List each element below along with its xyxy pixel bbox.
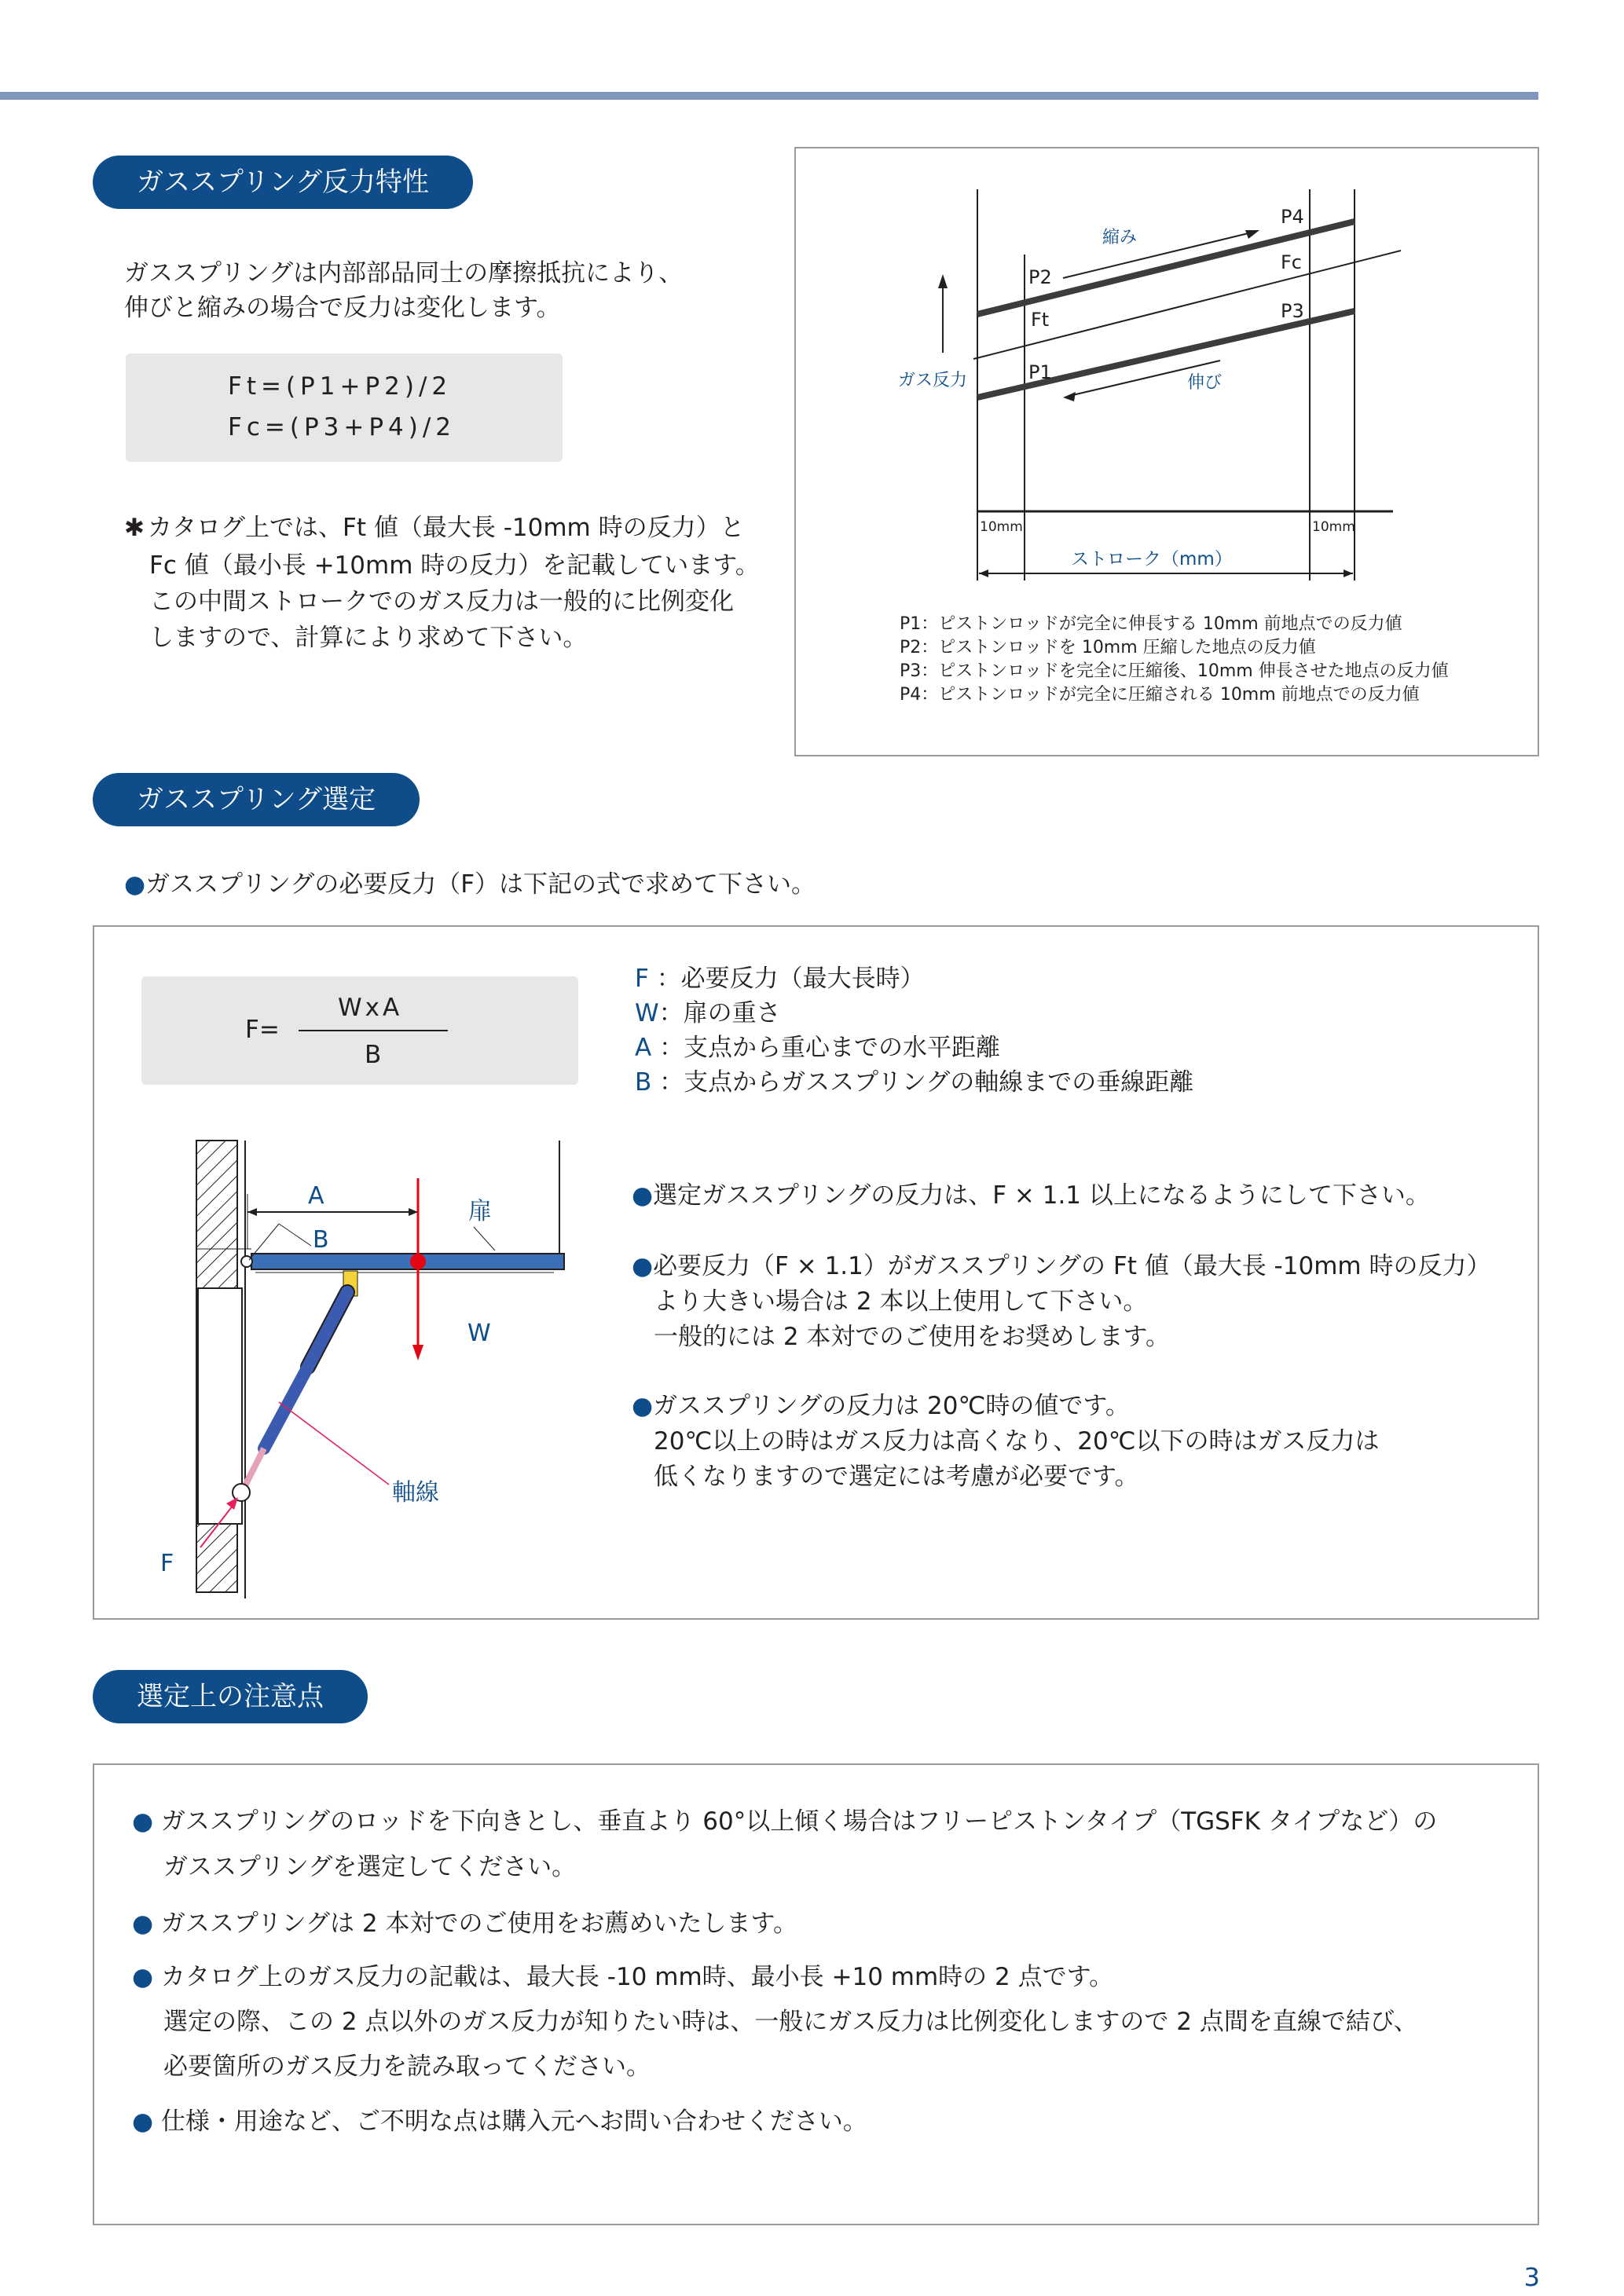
sel-bullet-1-line-1: 選定ガススプリングの反力は、F × 1.1 以上になるようにして下さい。 xyxy=(653,1181,1430,1210)
sel-bullet-2-line-1: 必要反力（F × 1.1）がガススプリングの Ft 値（最大長 -10mm 時の反力） xyxy=(653,1252,1491,1280)
section-title-selection: ガススプリング選定 xyxy=(93,773,420,826)
caution-3-line-1: カタログ上のガス反力の記載は、最大長 -10 mm時、最小長 +10 mm時の 2 点です。 xyxy=(160,1963,1114,1991)
def-w xyxy=(635,996,781,1031)
x-axis-label: ストローク（mm） xyxy=(1071,549,1233,569)
def-w-text: ：扉の重さ xyxy=(658,999,781,1027)
bullet-dot: ● xyxy=(632,1252,654,1280)
sel-bullet-3-line-2: 20℃以上の時はガス反力は高くなり、20℃以下の時はガス反力は xyxy=(654,1427,1380,1456)
caution-3-line-3: 必要箇所のガス反力を読み取ってください。 xyxy=(163,2052,651,2081)
sel-bullet-2 xyxy=(632,1249,1490,1283)
y-arrow-head xyxy=(938,274,948,288)
label-a: A xyxy=(308,1182,324,1210)
selection-frame xyxy=(93,925,1539,1620)
dim-a-arrow-right xyxy=(409,1208,418,1216)
sel-bullet-3-line-1: ガススプリングの反力は 20℃時の値です。 xyxy=(653,1392,1130,1420)
note-line-2: Fc 値（最小長 +10mm 時の反力）を記載しています。 xyxy=(149,551,760,580)
bullet-dot: ● xyxy=(632,1181,654,1210)
compress-arrow-head xyxy=(1245,230,1259,239)
selection-lead xyxy=(124,867,816,902)
sel-bullet-2-line-2: より大きい場合は 2 本以上使用して下さい。 xyxy=(654,1287,1148,1316)
caution-3-line-2: 選定の際、この 2 点以外のガス反力が知りたい時は、一般にガス反力は比例変化しますので 2 点間を直線で結び、 xyxy=(163,2008,1418,2036)
sel-bullet-3-line-3: 低くなりますので選定には考慮が必要です。 xyxy=(654,1463,1139,1491)
label-b: B xyxy=(313,1226,329,1254)
formula-numerator: WxA xyxy=(338,994,403,1022)
reaction-graph xyxy=(796,148,1538,755)
extend-arrow-head xyxy=(1063,392,1076,401)
intro-line-1: ガススプリングは内部部品同士の摩擦抵抗により、 xyxy=(124,259,684,287)
bullet-dot: ● xyxy=(124,870,146,899)
bullet-dot: ● xyxy=(632,1392,654,1420)
caution-4 xyxy=(132,2104,867,2139)
formula-fc: Fc=(P3+P4)/2 xyxy=(228,413,456,441)
legend-p4: P4：ピストンロッドが完全に圧縮される 10mm 前地点での反力値 xyxy=(900,685,1420,705)
stroke-dim-arrow-right xyxy=(1344,569,1353,577)
def-b-symbol: B xyxy=(635,1068,660,1097)
extend-label: 伸び xyxy=(1187,373,1223,393)
sel-bullet-3 xyxy=(632,1389,1130,1423)
bullet-dot: ● xyxy=(132,2107,161,2136)
def-f xyxy=(635,961,925,996)
spring-cylinder xyxy=(308,1292,347,1367)
label-p2: P2 xyxy=(1028,266,1052,288)
caution-3 xyxy=(132,1960,1113,1994)
def-a xyxy=(635,1031,1000,1065)
caution-1-line-2: ガススプリングを選定してください。 xyxy=(163,1853,577,1881)
stroke-dim-arrow-left xyxy=(979,569,988,577)
def-b xyxy=(635,1065,1193,1100)
selection-formula-box xyxy=(141,976,578,1085)
fraction-bar xyxy=(299,1030,448,1031)
formula-lhs: F= xyxy=(245,1016,280,1044)
label-fc: Fc xyxy=(1281,251,1302,273)
note-line-3: この中間ストロークでのガス反力は一般的に比例変化 xyxy=(149,588,734,616)
legend-p1: P1：ピストンロッドが完全に伸長する 10mm 前地点での反力値 xyxy=(900,614,1402,634)
caution-1-line-1: ガススプリングのロッドを下向きとし、垂直より 60°以上傾く場合はフリーピストンタイプ（TGSFK タイプなど）の xyxy=(160,1807,1438,1836)
bullet-dot: ● xyxy=(132,1963,161,1991)
reaction-graph-frame xyxy=(794,147,1539,756)
label-axis: 軸線 xyxy=(392,1479,439,1507)
sel-bullet-1 xyxy=(632,1178,1430,1213)
caution-1 xyxy=(132,1804,1437,1839)
dim-b-perp xyxy=(279,1224,311,1246)
dim-left: 10mm xyxy=(980,519,1023,535)
section-title-reaction-characteristics: ガススプリング反力特性 xyxy=(93,156,473,209)
spring-lower-pivot xyxy=(233,1484,250,1501)
note-line-4: しますので、計算により求めて下さい。 xyxy=(149,624,588,652)
page-number: 3 xyxy=(1523,2262,1540,2292)
def-b-text: ：支点からガススプリングの軸線までの垂線距離 xyxy=(659,1068,1194,1097)
weight-arrow-head xyxy=(412,1345,423,1360)
legend-p2: P2：ピストンロッドを 10mm 圧縮した地点の反力値 xyxy=(900,638,1316,657)
formula-denominator: B xyxy=(365,1041,382,1069)
section-title-cautions: 選定上の注意点 xyxy=(93,1670,368,1723)
label-door: 扉 xyxy=(468,1198,492,1225)
def-f-symbol: F xyxy=(635,965,657,993)
intro-line-2: 伸びと縮みの場合で反力は変化します。 xyxy=(124,294,561,322)
label-w: W xyxy=(467,1320,491,1347)
def-a-symbol: A xyxy=(635,1034,660,1062)
compress-label: 縮み xyxy=(1102,228,1138,247)
y-axis-label: ガス反力 xyxy=(898,371,968,390)
label-f: F xyxy=(160,1550,174,1577)
legend-p3: P3：ピストンロッドを完全に圧縮後、10mm 伸長させた地点の反力値 xyxy=(900,661,1449,681)
sel-bullet-2-line-3: 一般的には 2 本対でのご使用をお奨めします。 xyxy=(654,1323,1170,1351)
top-rule xyxy=(0,92,1538,100)
label-ft: Ft xyxy=(1031,309,1050,331)
note-line-1: カタログ上では、Ft 値（最大長 -10mm 時の反力）と xyxy=(148,514,745,542)
caution-2 xyxy=(132,1906,797,1941)
dim-right: 10mm xyxy=(1312,519,1355,535)
formula-box xyxy=(126,353,563,462)
spring-rod xyxy=(244,1448,264,1489)
def-f-text: ：必要反力（最大長時） xyxy=(656,965,925,993)
def-a-text: ：支点から重心までの水平距離 xyxy=(659,1034,1001,1062)
label-p4: P4 xyxy=(1281,206,1304,228)
door-diagram xyxy=(126,1131,613,1602)
label-p3: P3 xyxy=(1281,300,1304,322)
note-mark: ✱ xyxy=(124,514,145,542)
center-of-gravity xyxy=(410,1254,426,1269)
def-w-symbol: W xyxy=(635,999,659,1027)
cautions-frame xyxy=(93,1763,1539,2225)
label-p1: P1 xyxy=(1028,361,1052,383)
bullet-dot: ● xyxy=(132,1910,161,1938)
door-leader xyxy=(474,1227,495,1251)
bullet-dot: ● xyxy=(132,1807,161,1836)
caution-4-line-1: 仕様・用途など、ご不明な点は購入元へお問い合わせください。 xyxy=(160,2107,867,2136)
caution-2-line-1: ガススプリングは 2 本対でのご使用をお薦めいたします。 xyxy=(160,1910,797,1938)
selection-lead-text: ガススプリングの必要反力（F）は下記の式で求めて下さい。 xyxy=(145,870,816,899)
axis-leader xyxy=(279,1402,389,1485)
dim-a-arrow-left xyxy=(247,1208,257,1216)
door-panel xyxy=(251,1254,564,1269)
formula-ft: Ft=(P1+P2)/2 xyxy=(228,372,453,401)
